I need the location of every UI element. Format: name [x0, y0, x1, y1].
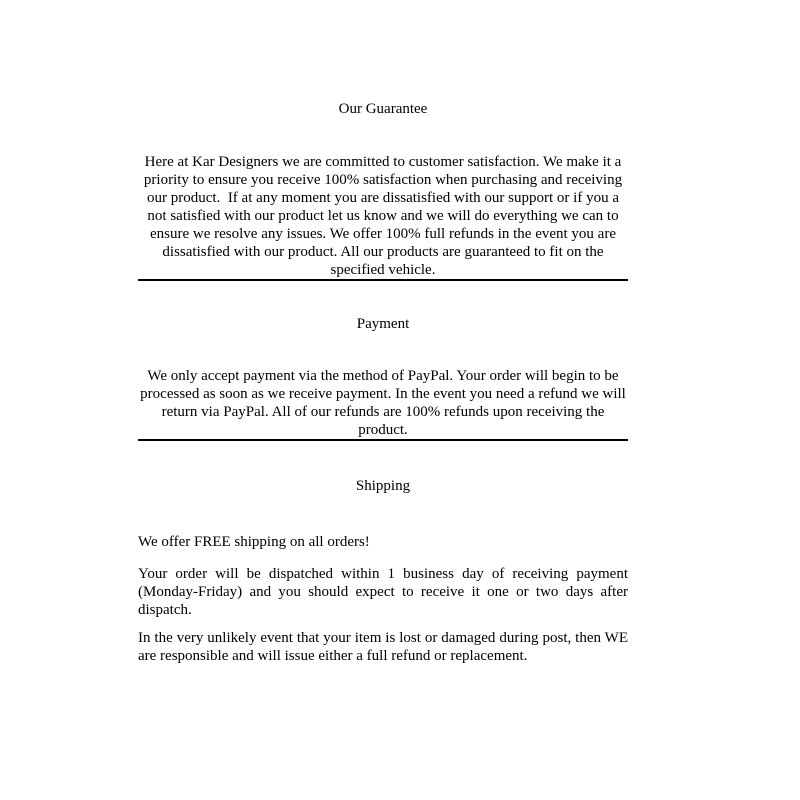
- section-heading-guarantee: Our Guarantee: [338, 101, 428, 117]
- shipping-paragraph-dispatch: Your order will be dispatched within 1 business day of receiving payment (Monday-Friday) and you should expect to receive it one or two days after dispatch.: [138, 566, 628, 618]
- section-divider: [138, 439, 628, 441]
- shipping-paragraph-lost-damaged: In the very unlikely event that your item is lost or damaged during post, then WE are responsible and will issue either a full refund or replacement.: [138, 630, 628, 664]
- section-heading-shipping: Shipping: [355, 478, 411, 494]
- section-heading-payment: Payment: [356, 316, 410, 332]
- section-divider: [138, 279, 628, 281]
- payment-paragraph: We only accept payment via the method of PayPal. Your order will begin to be processed as soon as we receive payment. In the event you need a refund we will return via PayPal. All of our refunds are 100% refunds upon receiving the product.: [140, 368, 626, 438]
- listing-description-document: [138, 0, 628, 665]
- guarantee-paragraph: Here at Kar Designers we are committed to customer satisfaction. We make it a priority to ensure you receive 100% satisfaction when purchasing and receiving our product. If at any moment you are dissatisfied with our support or if you a not satisfied with our product let us know and we will do everything we can to ensure we resolve any issues. We offer 100% full refunds in the event you are dissatisfied with our product. All our products are guaranteed to fit on the specified vehicle.: [143, 154, 623, 278]
- shipping-paragraph-free-shipping: We offer FREE shipping on all orders!: [138, 534, 370, 550]
